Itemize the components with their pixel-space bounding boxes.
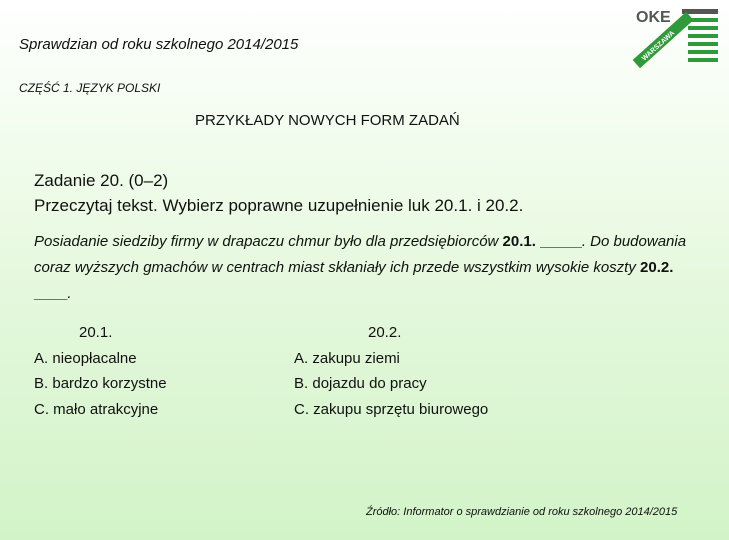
- option-letter: A.: [294, 349, 309, 367]
- blank-1-line: _____: [540, 233, 582, 250]
- logo-text: OKE: [636, 9, 671, 26]
- option-letter: C.: [34, 400, 49, 418]
- options-column-20-2: [294, 320, 488, 422]
- option-letter: B.: [34, 375, 49, 392]
- option-item[interactable]: [294, 397, 488, 423]
- option-item[interactable]: [34, 397, 167, 423]
- option-item[interactable]: [34, 371, 167, 397]
- oke-logo: [632, 4, 720, 68]
- options-heading: 20.1.: [79, 324, 113, 341]
- reading-passage: [34, 229, 714, 307]
- option-text: nieopłacalne: [48, 349, 137, 367]
- examples-heading: PRZYKŁADY NOWYCH FORM ZADAŃ: [195, 112, 460, 129]
- blank-1-number: 20.1.: [502, 233, 536, 250]
- options-heading: 20.2.: [368, 324, 402, 341]
- option-text: zakupu ziemi: [308, 349, 400, 367]
- page-title: Sprawdzian od roku szkolnego 2014/2015: [19, 36, 299, 53]
- option-text: mało atrakcyjne: [49, 400, 159, 418]
- option-letter: C.: [294, 400, 309, 418]
- blank-2-number: 20.2.: [640, 259, 674, 276]
- task-instruction: Przeczytaj tekst. Wybierz poprawne uzupełnienie luk 20.1. i 20.2.: [34, 196, 524, 215]
- option-text: zakupu sprzętu biurowego: [309, 400, 489, 418]
- option-item[interactable]: [34, 346, 167, 372]
- passage-end: .: [67, 285, 72, 302]
- options-column-20-1: [34, 320, 167, 422]
- option-text: bardzo korzystne: [48, 375, 167, 392]
- option-letter: A.: [34, 349, 49, 367]
- option-text: dojazdu do pracy: [308, 375, 427, 392]
- passage-text-2: . Do budowania coraz wyższych gmachów w centrach miast skłaniały ich przede wszystkim wysokie koszty: [34, 233, 687, 276]
- option-item[interactable]: [294, 346, 488, 372]
- source-note: Źródło: Informator o sprawdzianie od roku szkolnego 2014/2015: [366, 506, 678, 518]
- passage-text-1: Posiadanie siedziby firmy w drapaczu chmur było dla przedsiębiorców: [34, 233, 503, 250]
- option-item[interactable]: [294, 371, 488, 397]
- blank-2-line: ____: [34, 285, 68, 302]
- task-title: Zadanie 20. (0–2): [34, 171, 169, 190]
- option-letter: B.: [294, 375, 309, 392]
- logo-banner-text: WARSZAWA: [640, 29, 677, 63]
- section-label: CZĘŚĆ 1. JĘZYK POLSKI: [19, 81, 161, 95]
